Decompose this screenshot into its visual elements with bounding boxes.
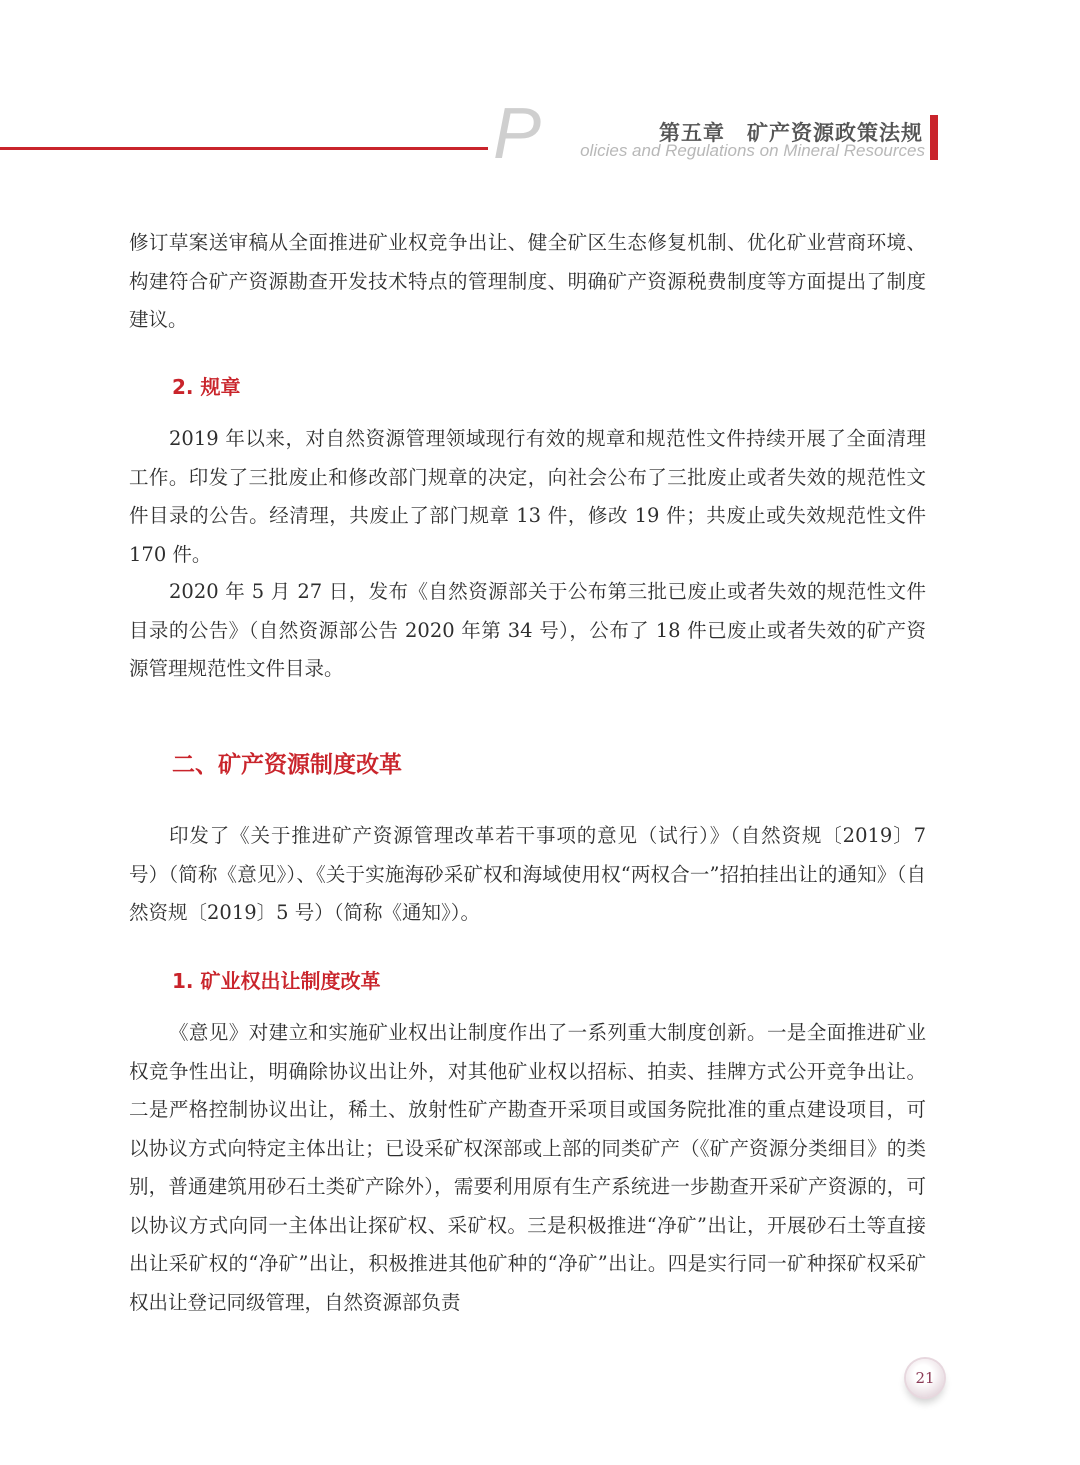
chapter-subtitle-en: olicies and Regulations on Mineral Resources bbox=[580, 141, 925, 160]
subheading-rules: 2. 规章 bbox=[172, 375, 241, 399]
paragraph-draft-proposal: 修订草案送审稿从全面推进矿业权竞争出让、健全矿区生态修复机制、优化矿业营商环境、构建符合矿产资源勘查开发技术特点的管理制度、明确矿产资源税费制度等方面提出了制度建议。 bbox=[129, 231, 926, 331]
paragraph-opinion-innovations: 《意见》对建立和实施矿业权出让制度作出了一系列重大制度创新。一是全面推进矿业权竞争性出让，明确除协议出让外，对其他矿业权以招标、拍卖、挂牌方式公开竞争出让。二是严格控制协议出让，稀土、放射性矿产勘查开采项目或国务院批准的重点建设项目，可以协议方式向特定主体出让；已设采矿权深部或上部的同类矿产（《矿产资源分类细目》的类别，普通建筑用砂石土类矿产除外），需要利用原有生产系统进一步勘查开采矿产资源的，可以协议方式向同一主体出让探矿权、采矿权。三是积极推进“净矿”出让，开展砂石土等直接出让采矿权的“净矿”出让，积极推进其他矿种的“净矿”出让。四是实行同一矿种探矿权采矿权出让登记同级管理，自然资源部负责 bbox=[129, 1021, 926, 1314]
chapter-title: 第五章 矿产资源政策法规 bbox=[659, 121, 923, 145]
paragraph-rules-cleanup: 2019 年以来，对自然资源管理领域现行有效的规章和规范性文件持续开展了全面清理工作。印发了三批废止和修改部门规章的决定，向社会公布了三批废止或者失效的规范性文件目录的公告。经清理，共废止了部门规章 13 件，修改 19 件；共废止或失效规范性文件 170 件。 bbox=[129, 427, 926, 566]
section-heading-mineral-reform: 二、矿产资源制度改革 bbox=[172, 752, 402, 778]
paragraph-reform-documents: 印发了《关于推进矿产资源管理改革若干事项的意见（试行）》（自然资规〔2019〕7 号）（简称《意见》）、《关于实施海砂采矿权和海域使用权“两权合一”招拍挂出让的通知》（自然资规〔2019〕5 号）（简称《通知》）。 bbox=[129, 824, 926, 924]
header-rule bbox=[0, 147, 488, 150]
paragraph-announcement-2020: 2020 年 5 月 27 日，发布《自然资源部关于公布第三批已废止或者失效的规范性文件目录的公告》（自然资源部公告 2020 年第 34 号），公布了 18 件已废止或者失效的矿产资源管理规范性文件目录。 bbox=[129, 580, 926, 680]
subheading-mining-rights-transfer: 1. 矿业权出让制度改革 bbox=[172, 969, 381, 993]
header-big-letter: P bbox=[493, 94, 542, 174]
page-number-badge: 21 bbox=[906, 1359, 944, 1397]
header-accent-bar bbox=[930, 115, 938, 160]
